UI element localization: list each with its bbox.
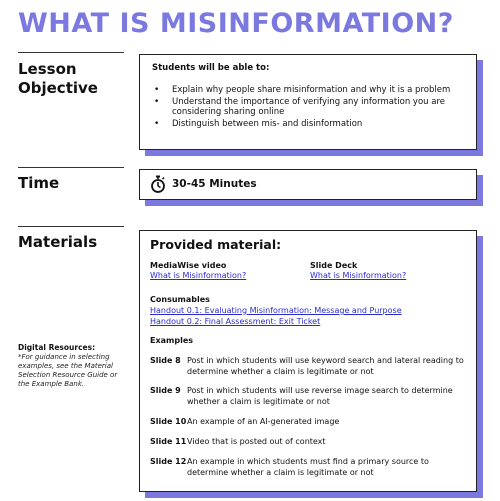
slide-deck-link[interactable]: What is Misinformation? <box>310 271 407 280</box>
section-divider <box>18 226 124 227</box>
example-text: Post in which students will use reverse image search to determine whether a claim is legitimate or not <box>187 386 453 406</box>
example-slide: Slide 11 <box>150 437 187 446</box>
example-slide: Slide 8 <box>150 356 181 365</box>
example-row <box>150 457 470 478</box>
example-slide: Slide 9 <box>150 386 181 395</box>
examples-label: Examples <box>150 336 194 345</box>
materials-box <box>139 230 477 492</box>
page-title: WHAT IS MISINFORMATION? <box>18 8 454 39</box>
example-row <box>150 386 470 407</box>
time-label: Time <box>18 174 60 192</box>
handout-link[interactable]: Handout 0.1: Evaluating Misinformation: Message and Purpose <box>150 306 402 315</box>
objective-item: • Explain why people share misinformation and why it is a problem <box>152 85 472 96</box>
example-slide: Slide 10 <box>150 417 187 426</box>
digital-resources-note: *For guidance in selecting examples, see the Material Selection Resource Guide or the Example Bank. <box>18 353 118 388</box>
example-text: Video that is posted out of context <box>187 437 326 446</box>
mediawise-video-link[interactable]: What is Misinformation? <box>150 271 247 280</box>
slide-deck-label: Slide Deck <box>310 261 358 270</box>
example-row <box>150 356 470 377</box>
example-text: Post in which students will use keyword search and lateral reading to determine whether a claim is legitimate or not <box>187 356 464 376</box>
provided-material-heading: Provided material: <box>150 237 282 252</box>
example-slide: Slide 12 <box>150 457 187 466</box>
time-box <box>139 169 477 200</box>
example-row <box>150 437 470 448</box>
objective-item: • Distinguish between mis- and disinformation <box>152 119 472 130</box>
handout-link[interactable]: Handout 0.2: Final Assessment: Exit Ticket <box>150 317 321 326</box>
digital-resources-title: Digital Resources: <box>18 343 96 352</box>
section-divider <box>18 52 124 53</box>
lesson-objective-label: Lesson Objective <box>18 60 98 97</box>
stopwatch-icon <box>150 175 166 193</box>
time-value: 30-45 Minutes <box>172 178 257 190</box>
example-text: An example in which students must find a primary source to determine whether a claim is legitimate or not <box>187 457 429 477</box>
time-row <box>150 175 257 193</box>
objective-item: • Understand the importance of verifying any information you are considering sharing online <box>152 97 472 118</box>
consumables-label: Consumables <box>150 295 210 304</box>
objective-list <box>152 85 472 130</box>
objective-box <box>139 54 477 150</box>
example-text: An example of an AI-generated image <box>187 417 340 426</box>
objective-heading: Students will be able to: <box>152 63 270 73</box>
mediawise-label: MediaWise video <box>150 261 227 270</box>
example-row <box>150 417 470 428</box>
materials-label: Materials <box>18 233 98 251</box>
section-divider <box>18 167 124 168</box>
